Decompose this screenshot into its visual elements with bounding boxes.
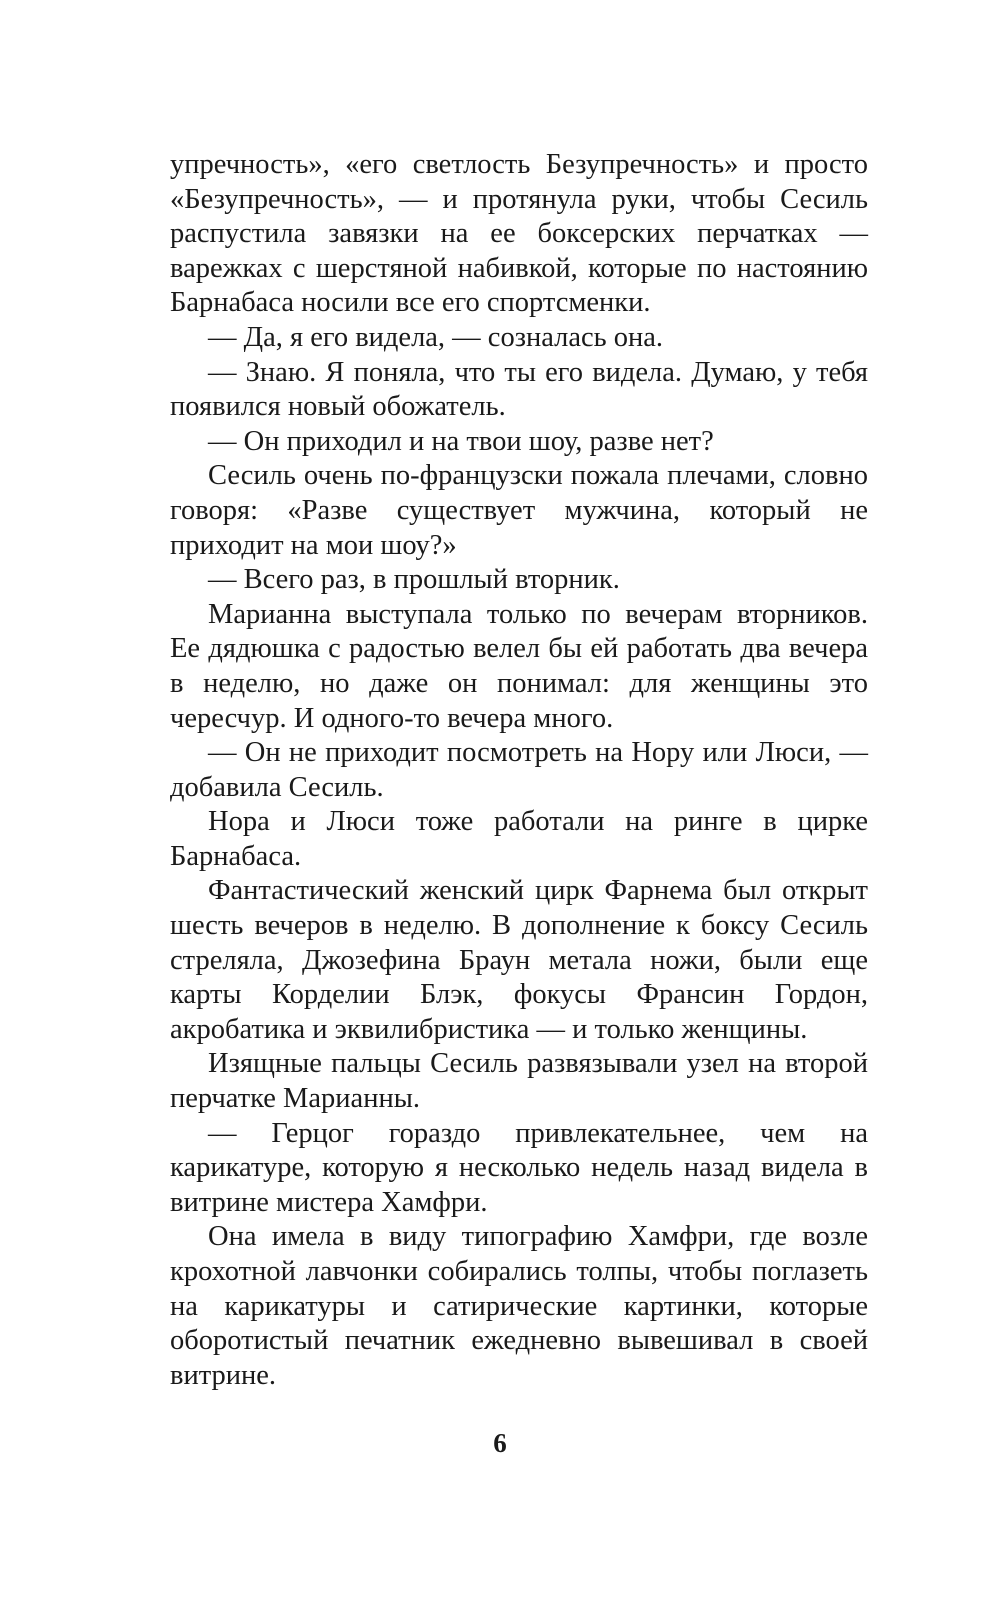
paragraph: — Знаю. Я поняла, что ты его видела. Думаю, у тебя появился новый обожатель. [170,356,868,423]
paragraph: — Да, я его видела, — созналась она. [208,321,664,353]
paragraph: — Герцог гораздо привлекательнее, чем на карикатуре, которую я несколько недель назад видела в витрине мистера Хамфри. [170,1117,868,1218]
paragraph: Нора и Люси тоже работали на ринге в цирке Барнабаса. [170,806,868,872]
paragraph: упречность», «его светлость Безупречность» и просто «Безупречность», — и протянула руки, чтобы Сесиль распустила завязки на ее боксерских перчатках — варежках с шерстяной набивкой, которые по настоянию Барнабаса носили все его спортсменки. [170,149,868,319]
page-number: 6 [493,1428,507,1458]
paragraph: Она имела в виду типографию Хамфри, где возле крохотной лавчонки собирались толпы, чтобы поглазеть на карикатуры и сатирические картинки, которые оборотистый печатник ежедневно вывешивал в своей витрине. [170,1221,868,1391]
body-text [170,148,868,1393]
paragraph: Сесиль очень по-французски пожала плечами, словно говоря: «Разве существует мужчина, который не приходит на мои шоу?» [170,460,868,561]
paragraph: — Он не приходит посмотреть на Нору или Люси, — добавила Сесиль. [170,737,868,803]
paragraph: — Всего раз, в прошлый вторник. [208,564,620,596]
paragraph: Изящные пальцы Сесиль развязывали узел на второй перчатке Марианны. [170,1048,868,1115]
paragraph: Марианна выступала только по вечерам вторников. Ее дядюшка с радостью велел бы ей работать два вечера в неделю, но даже он понимал: для женщины это чересчур. И одного-то вечера много. [170,598,868,734]
paragraph: Фантастический женский цирк Фарнема был открыт шесть вечеров в неделю. В дополнение к боксу Сесиль стреляла, Джозефина Браун метала ножи, были еще карты Корделии Блэк, фокусы Франсин Гордон, акробатика и эквилибристика — и только женщины. [170,875,868,1045]
paragraph: — Он приходил и на твои шоу, разве нет? [208,425,714,457]
